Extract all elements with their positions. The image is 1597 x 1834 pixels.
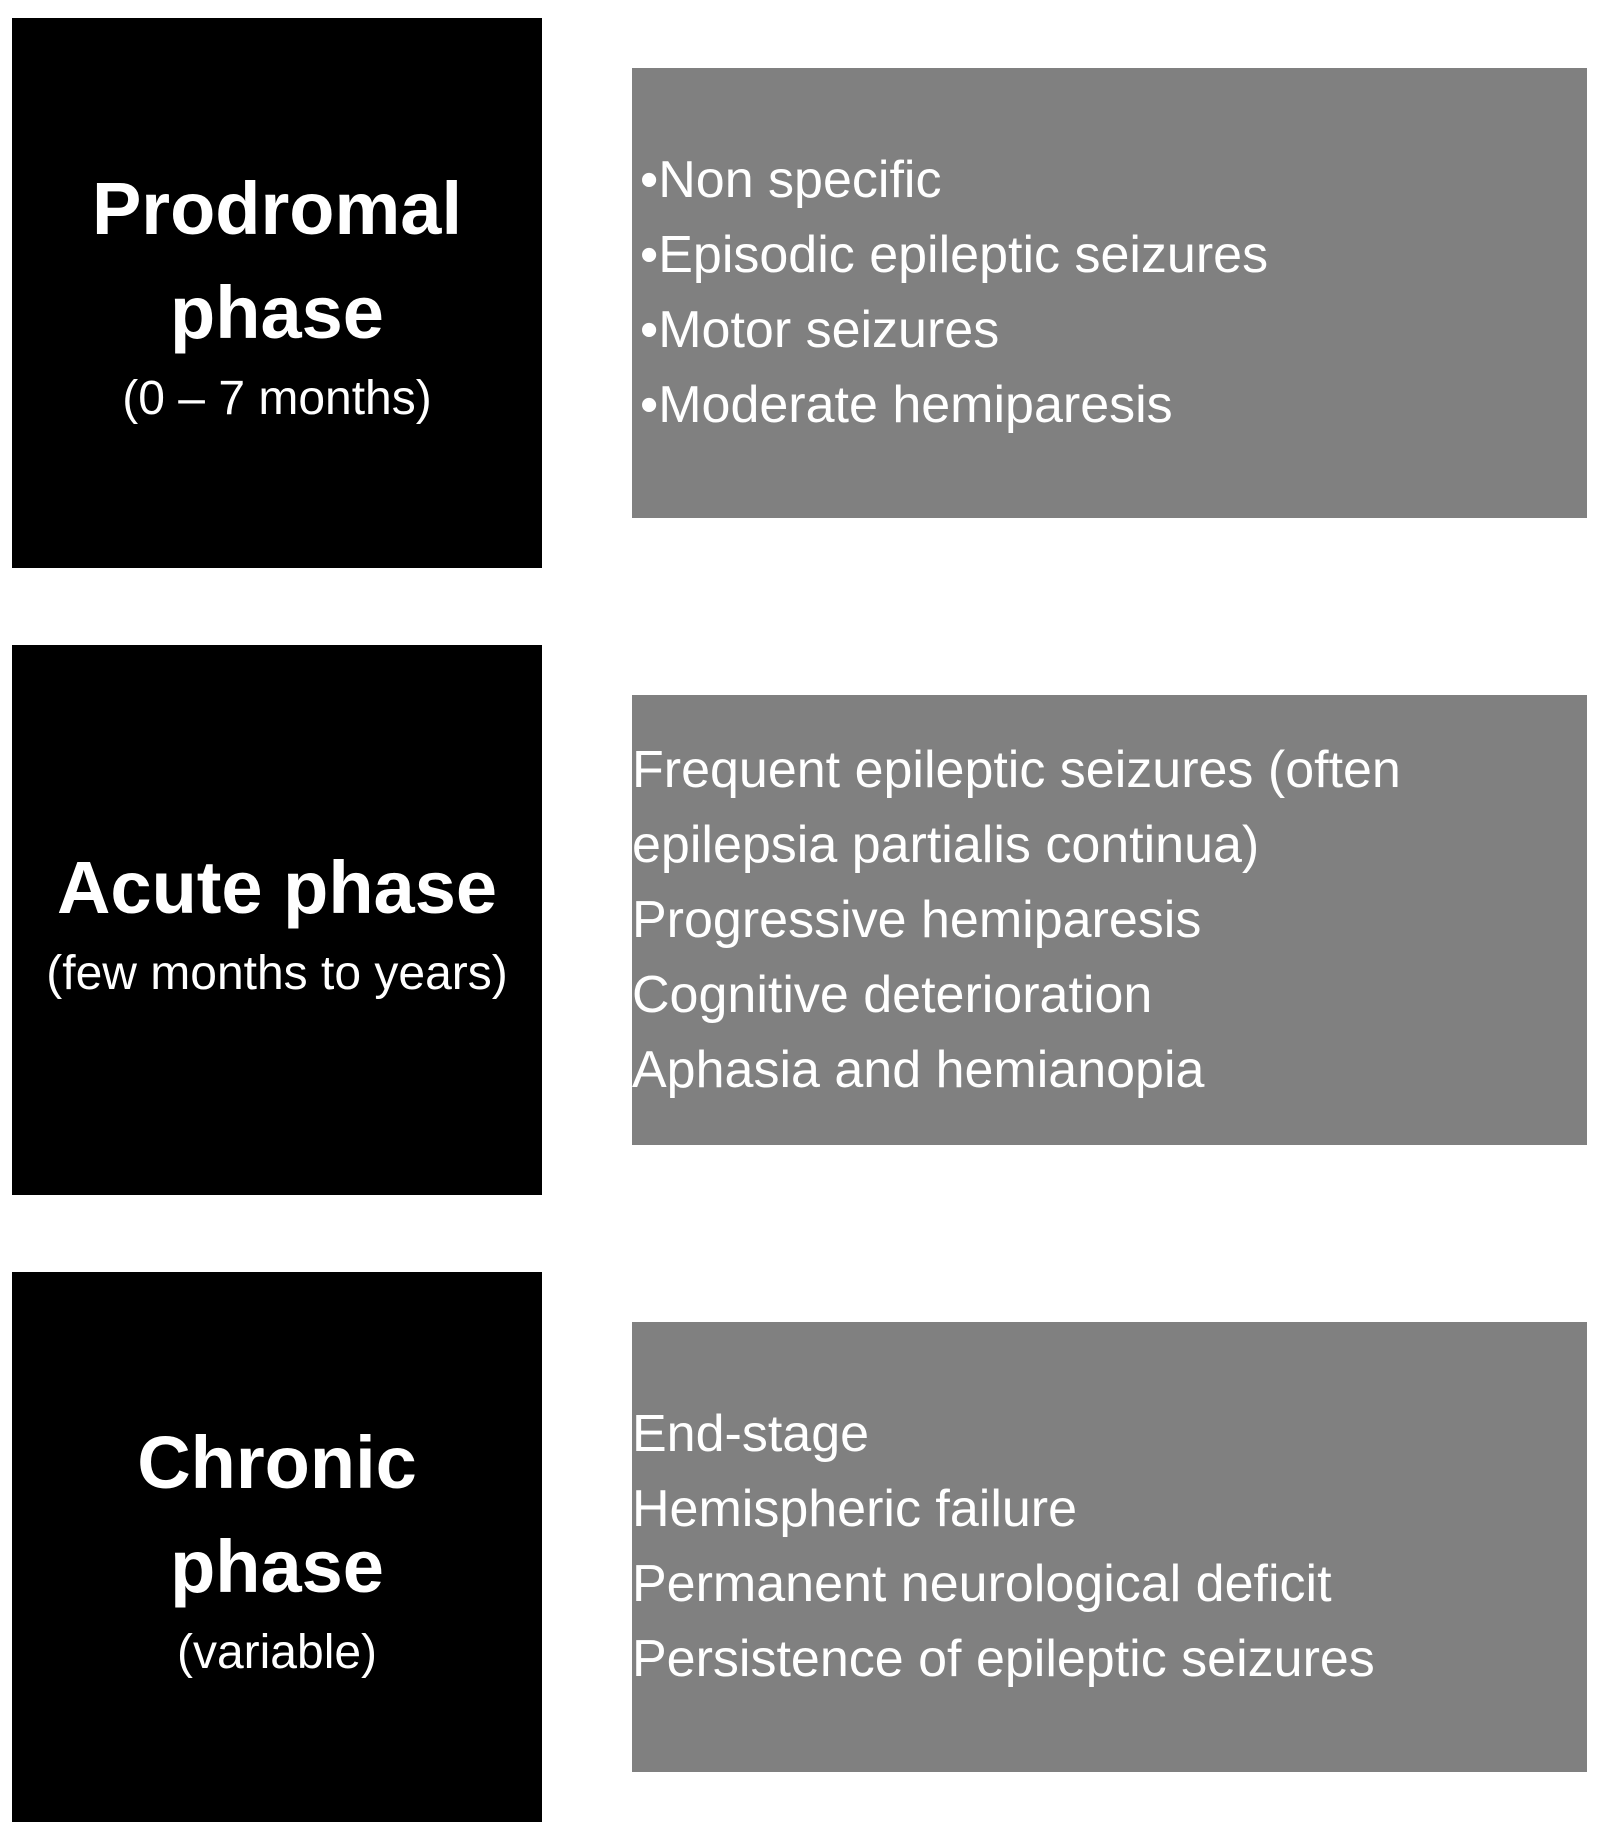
chronic-phase-box: [12, 1272, 542, 1822]
list-item: • Persistence of epileptic seizures: [632, 1622, 1587, 1697]
chronic-symptom-list: [632, 1397, 1587, 1697]
list-item: • Motor seizures: [632, 293, 1587, 368]
list-item: • Moderate hemiparesis: [632, 368, 1587, 443]
list-item: • Permanent neurological deficit: [632, 1547, 1587, 1622]
prodromal-phase-title: Prodromal phase: [91, 167, 463, 354]
acute-phase-box: [12, 645, 542, 1195]
list-item: • Hemispheric failure: [632, 1472, 1587, 1547]
acute-symptom-list: [632, 733, 1587, 1108]
list-item: • Cognitive deterioration: [632, 958, 1587, 1033]
list-item: • Progressive hemiparesis: [632, 883, 1587, 958]
list-item: • Aphasia and hemianopia: [632, 1033, 1587, 1108]
list-item: • Episodic epileptic seizures: [632, 218, 1587, 293]
prodromal-phase-duration: (0 – 7 months): [122, 372, 432, 425]
chronic-phase-duration: (variable): [176, 1626, 378, 1679]
acute-phase-duration: (few months to years): [46, 947, 508, 1000]
chronic-phase-details: [632, 1322, 1587, 1772]
prodromal-phase-box: [12, 18, 542, 568]
acute-phase-title: Acute phase: [56, 846, 498, 929]
prodromal-phase-details: [632, 68, 1587, 518]
prodromal-symptom-list: [632, 143, 1587, 443]
list-item: • Non specific: [632, 143, 1587, 218]
chronic-phase-title: Chronic phase: [137, 1421, 417, 1608]
acute-phase-details: [632, 695, 1587, 1145]
list-item: • End-stage: [632, 1397, 1587, 1472]
list-item: • Frequent epileptic seizures (often epilepsia partialis continua): [632, 733, 1587, 883]
